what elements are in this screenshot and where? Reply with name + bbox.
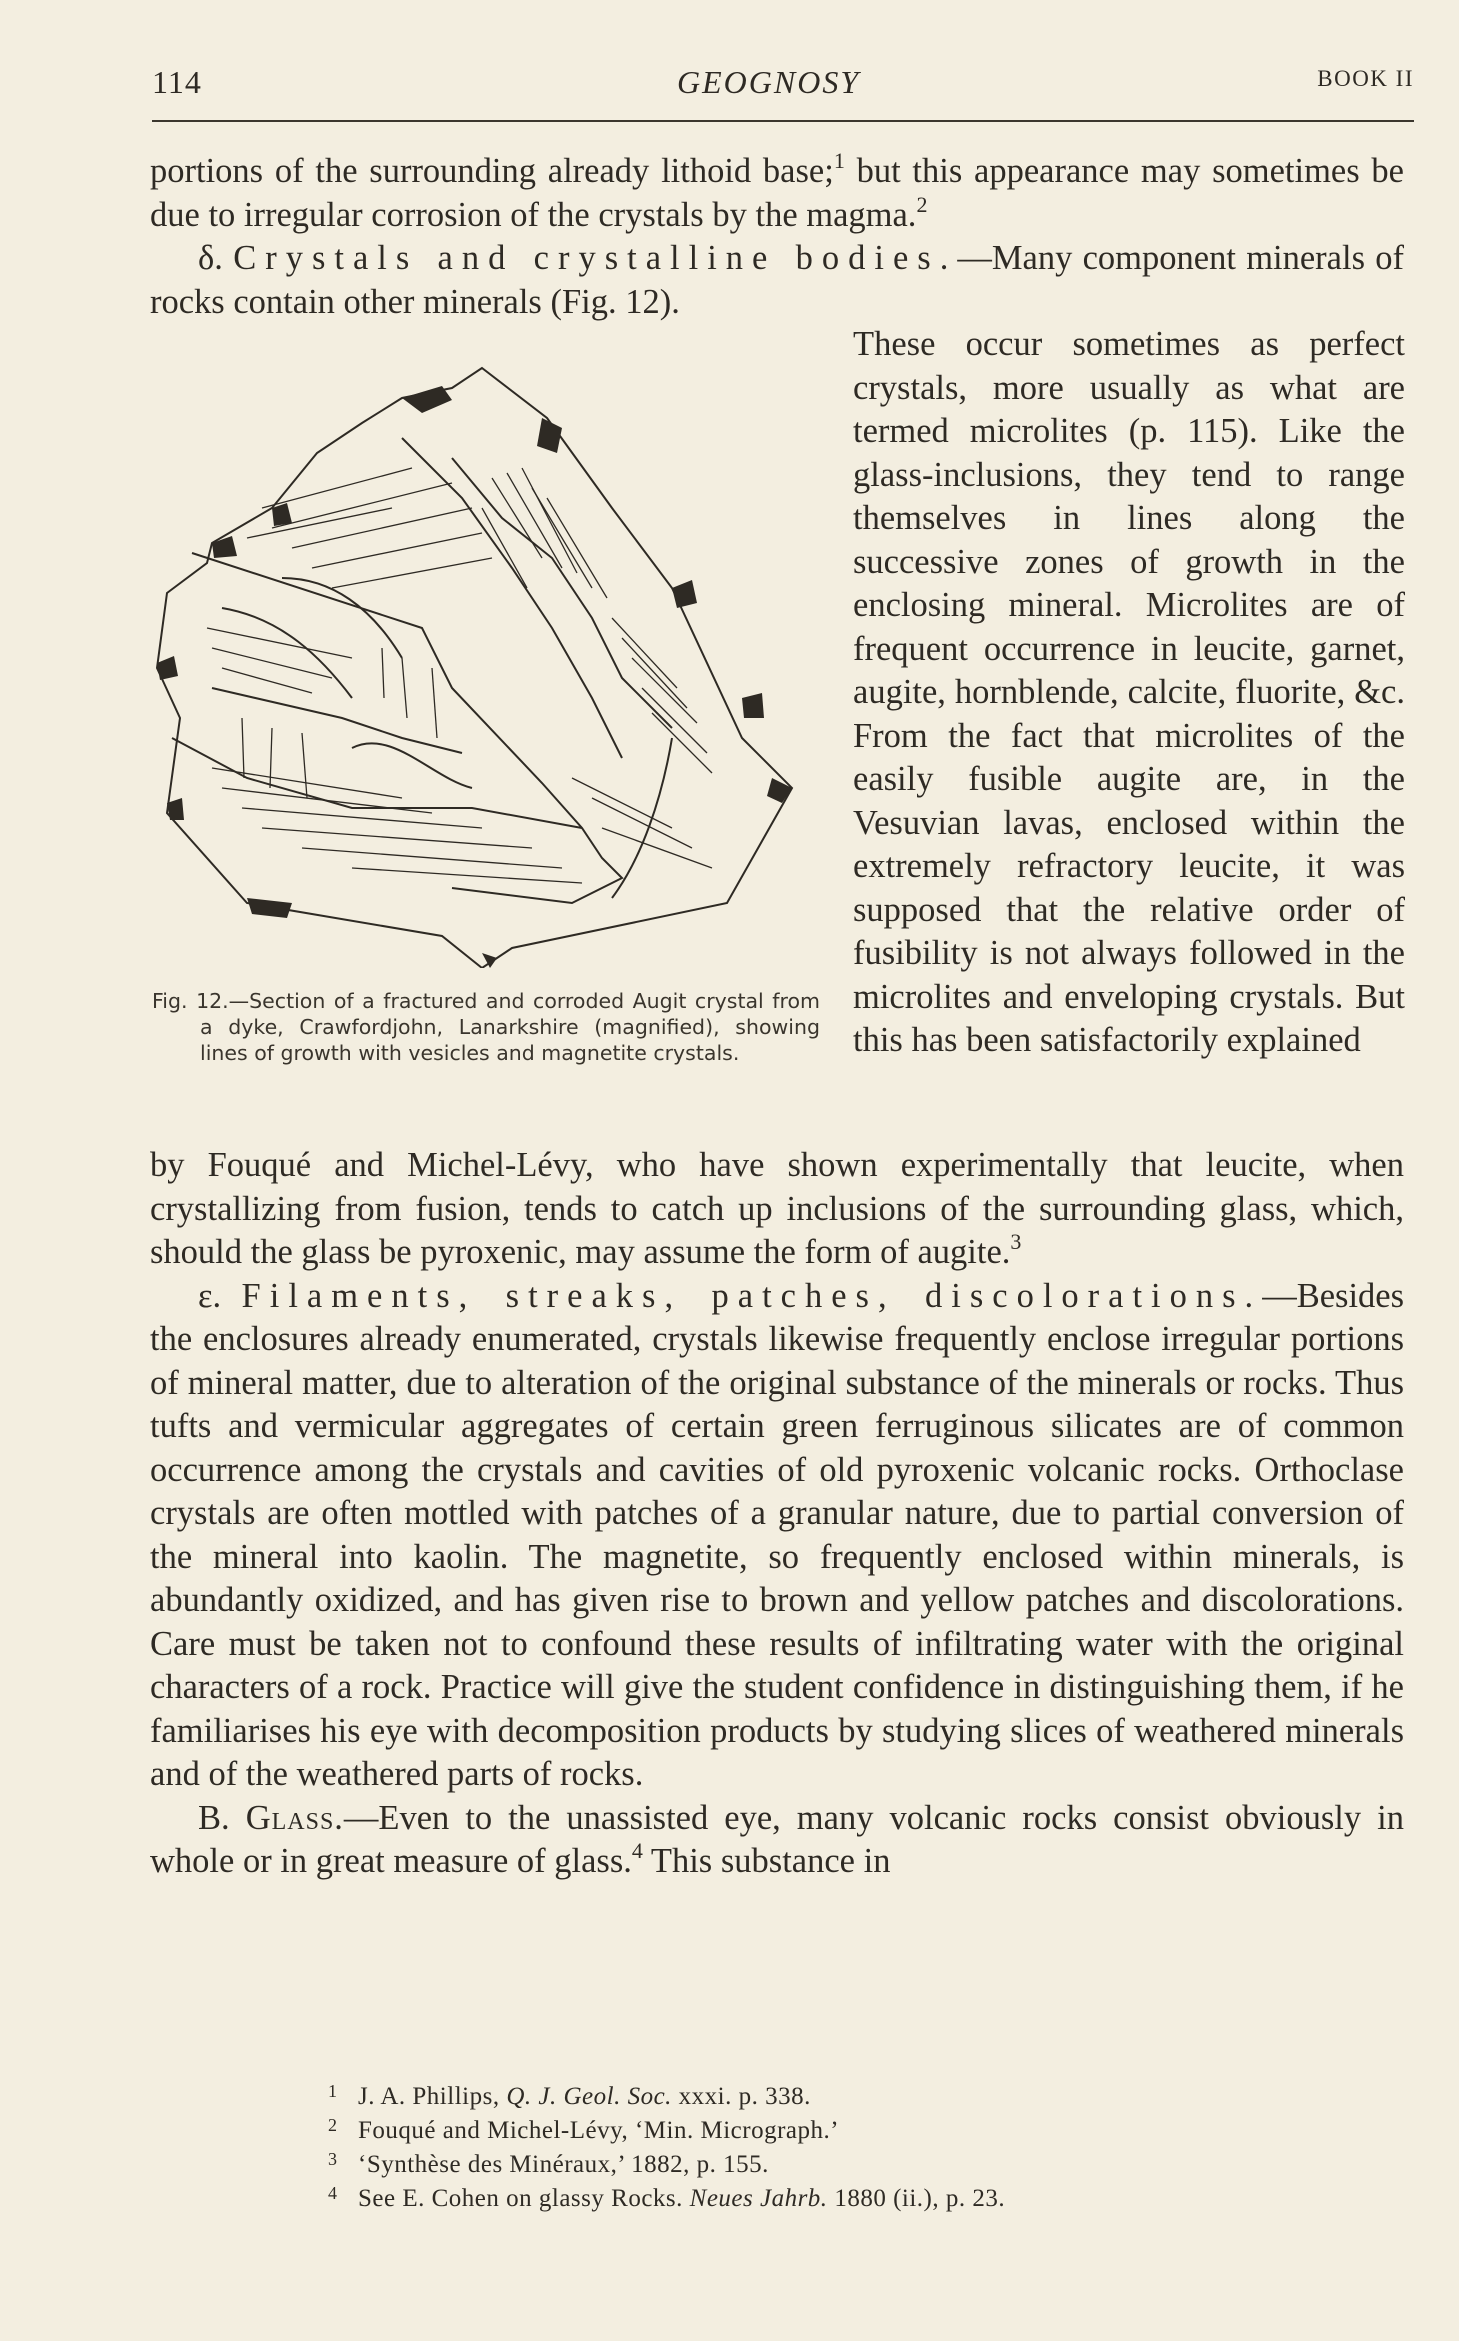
footnote-number: 3 — [328, 2149, 338, 2169]
epsilon-paragraph — [150, 1275, 1404, 1797]
delta-intro-text: —Many component minerals of rocks contain other minerals (Fig. 12). — [150, 239, 1405, 321]
delta-heading: Crystals and crystalline bodies. — [233, 239, 958, 277]
glass-heading: Glass. — [245, 1798, 344, 1837]
glass-text-2: This substance in — [642, 1842, 891, 1880]
figure-12 — [152, 358, 824, 968]
page-header — [152, 64, 1414, 114]
delta-continuation-text: by Fouqué and Michel-Lévy, who have shown experimentally that leucite, when crystallizing from fusion, tends to catch up inclusions of the surrounding glass, which, should the glass be pyroxenic, may assume the form of augite. — [150, 1146, 1404, 1271]
main-continuation — [150, 1144, 1404, 1884]
footnote-number: 2 — [328, 2115, 338, 2135]
page-number: 114 — [152, 64, 202, 100]
epsilon-label: ε. — [198, 1276, 222, 1315]
footnote-text-end: 1880 (ii.), p. 23. — [827, 2185, 1006, 2212]
glass-label: B. — [198, 1798, 230, 1837]
intro-paragraph — [150, 150, 1404, 237]
footnote-ref-4[interactable]: 4 — [631, 1838, 643, 1863]
footnote-ref-3[interactable]: 3 — [1010, 1229, 1022, 1254]
glass-paragraph — [150, 1797, 1404, 1884]
footnote-text-end: xxxi. p. 338. — [671, 2083, 811, 2110]
intro-text-2: but this appearance may sometimes be due to irregular corrosion of the crystals by the magma. — [150, 152, 1404, 234]
footnote-text: See E. Cohen on glassy Rocks. — [358, 2185, 690, 2212]
augite-crystal-section-illustration — [152, 358, 824, 968]
delta-continuation — [150, 1144, 1404, 1275]
footnote-number: 1 — [328, 2081, 338, 2101]
book-reference: BOOK II — [1317, 66, 1414, 91]
delta-paragraph-start — [150, 237, 1404, 324]
footnote-journal: Neues Jahrb. — [689, 2185, 828, 2212]
footnote-4 — [322, 2182, 1322, 2216]
figure-caption-text: Fig. 12.—Section of a fractured and corroded Augit crystal from a dyke, Crawfordjohn, Lanarkshire (magnified), showing lines of growth with vesicles and magnetite crystals. — [152, 989, 820, 1065]
footnote-ref-2[interactable]: 2 — [916, 191, 928, 217]
delta-label: δ. — [198, 239, 223, 277]
footnote-1 — [322, 2080, 1322, 2114]
footnote-text: J. A. Phillips, — [358, 2083, 507, 2110]
header-rule — [152, 120, 1414, 122]
footnote-3 — [322, 2148, 1322, 2182]
intro-text: portions of the surrounding already lithoid base; — [150, 152, 834, 190]
footnote-number: 4 — [328, 2183, 338, 2203]
figure-side-text: These occur sometimes as perfect crystals, more usually as what are termed microlites (p. 115). Like the glass-inclusions, they tend to range themselves in lines along the successive zones of growth in the enclosing mineral. Microlites are of frequent occurrence in leucite, garnet, augite, hornblende, calcite, fluorite, &c. From the fact that microlites of the easily fusible augite are, in the Vesuvian lavas, enclosed within the extremely refractory leucite, it was supposed that the relative order of fusibility is not always followed in the microlites and enveloping crystals. But this has been satisfactorily explained — [853, 325, 1405, 1059]
footnote-ref-1[interactable]: 1 — [833, 148, 845, 173]
epsilon-text: —Besides the enclosures already enumerated, crystals likewise frequently enclose irregular portions of mineral matter, due to alteration of the original substance of the minerals or rocks. Thus tufts and vermicular aggregates of certain green ferruginous silicates are of common occurrence among the crystals and cavities of old pyroxenic volcanic rocks. Orthoclase crystals are often mottled with patches of a granular nature, due to partial conversion of the mineral into kaolin. The magnetite, so frequently enclosed within minerals, is abundantly oxidized, and has given rise to brown and yellow patches and discolorations. Care must be taken not to confound these results of infiltrating water with the original characters of a rock. Practice will give the student confidence in distinguishing them, if he familiarises his eye with decomposition products by studying slices of weathered minerals and of the weathered parts of rocks. — [150, 1276, 1405, 1793]
footnote-2 — [322, 2114, 1322, 2148]
epsilon-heading: Filaments, streaks, patches, discolorations. — [241, 1276, 1263, 1315]
glass-text: —Even to the unassisted eye, many volcanic rocks consist obviously in whole or in great measure of glass. — [150, 1798, 1405, 1880]
footnotes — [322, 2080, 1322, 2216]
intro-block — [150, 150, 1404, 324]
footnote-text: Fouqué and Michel-Lévy, ‘Min. Micrograph.’ — [358, 2117, 840, 2144]
footnote-text: ‘Synthèse des Minéraux,’ 1882, p. 155. — [358, 2151, 769, 2178]
figure-caption — [152, 988, 820, 1066]
running-title: GEOGNOSY — [677, 64, 861, 100]
footnote-journal: Q. J. Geol. Soc. — [506, 2083, 672, 2110]
